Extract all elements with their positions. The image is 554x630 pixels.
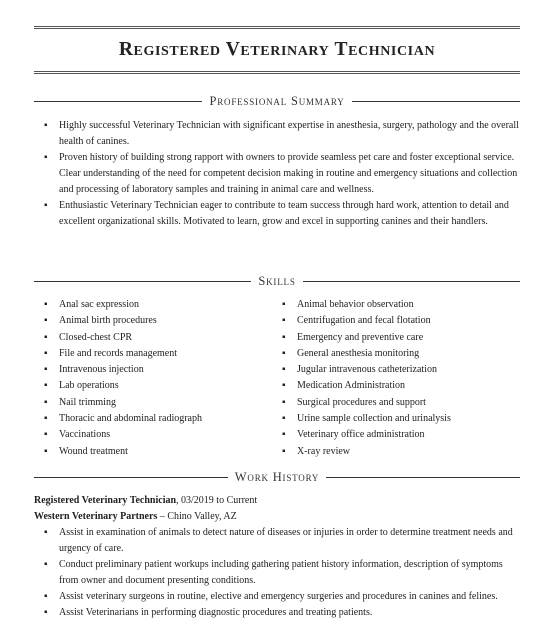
skill-item [34,378,274,394]
skill-item-text: Intravenous injection [59,364,144,376]
bullet-icon: ▪ [44,315,48,327]
skill-item [34,427,274,443]
bullet-icon: ▪ [44,413,48,425]
bullet-icon: ▪ [44,299,48,310]
duty-item [34,525,520,557]
divider [352,101,520,102]
skill-item-text: Thoracic and abdominal radiograph [59,413,202,425]
employer-row [34,509,520,525]
skill-item [272,395,520,411]
skill-item-text: Jugular intravenous catheterization [297,364,437,376]
bullet-icon: ▪ [44,429,48,441]
summary-item [34,118,520,150]
bullet-icon: ▪ [282,331,286,343]
bullet-icon: ▪ [44,347,48,359]
bullet-icon: ▪ [44,445,48,457]
summary-item-text: Proven history of building strong rapport with owners to provide seamless pet care and foster exceptional service. Clear understanding of the need for competent decision making in routine and emergency situations and collection and processing of laboratory samples and training in animal care and wellness. [59,152,518,195]
job-entry [34,493,520,621]
bullet-icon: ▪ [44,200,48,211]
skill-item [272,346,520,362]
skill-item-text: Emergency and preventive care [297,331,424,343]
skill-item-text: Nail trimming [59,396,116,408]
bullet-icon: ▪ [44,364,48,376]
skill-item [272,378,520,394]
summary-item [34,150,520,198]
job-dates: , 03/2019 to Current [176,495,258,506]
skill-item-text: File and records management [59,347,178,359]
summary-list [34,118,520,230]
skill-item [272,427,520,443]
skill-item-text: Closed-chest CPR [59,331,133,343]
bullet-icon: ▪ [44,559,48,570]
bullet-icon: ▪ [44,120,48,131]
duty-item [34,589,520,605]
bullet-icon: ▪ [282,364,286,376]
skill-item [272,444,520,460]
summary-item-text: Enthusiastic Veterinary Technician eager to contribute to team success through hard work, attention to detail and excellent organizational skills. Motivated to learn, grow and excel in supporting canines and their handlers. [59,200,509,227]
bullet-icon: ▪ [44,527,48,538]
skill-item-text: Surgical procedures and support [297,396,426,408]
resume-title: Registered Veterinary Technician [118,39,436,60]
duty-item [34,557,520,589]
bullet-icon: ▪ [282,396,286,408]
skill-item-text: Veterinary office administration [297,429,425,441]
bullet-icon: ▪ [282,445,286,457]
skill-item-text: Urine sample collection and urinalysis [297,413,451,425]
divider [303,281,520,282]
divider [34,101,202,102]
summary-item [34,198,520,230]
skill-item [34,411,274,427]
skill-item-text: Medication Administration [297,380,406,392]
duty-item-text: Conduct preliminary patient workups including gathering patient history information, description of symptoms from owner and document presenting conditions. [59,559,503,586]
divider [34,477,228,478]
bullet-icon: ▪ [44,331,48,343]
duty-item-text: Assist Veterinarians in performing diagnostic procedures and treating patients. [59,607,373,618]
bullet-icon: ▪ [282,380,286,392]
skill-item-text: General anesthesia monitoring [297,347,420,359]
skill-item [272,313,520,329]
skill-item-text: Anal sac expression [59,299,139,310]
section-title-summary: Professional Summary [209,93,345,108]
skill-item [272,411,520,427]
bullet-icon: ▪ [44,607,48,618]
bullet-icon: ▪ [282,347,286,359]
skill-item-text: Animal behavior observation [297,299,414,310]
skill-item [272,362,520,378]
skill-item [34,313,274,329]
bullet-icon: ▪ [44,380,48,392]
skill-item-text: Animal birth procedures [59,315,157,327]
job-title-row [34,493,520,509]
skill-item-text: Centrifugation and fecal flotation [297,315,431,327]
bullet-icon: ▪ [282,429,286,441]
divider [326,477,520,478]
skills-list-right [272,297,520,460]
duty-item [34,605,520,621]
bullet-icon: ▪ [44,396,48,408]
employer-location: – Chino Valley, AZ [157,511,237,522]
bullet-icon: ▪ [44,152,48,163]
job-title: Registered Veterinary Technician [34,495,177,506]
duty-item-text: Assist veterinary surgeons in routine, elective and emergency surgeries and procedures in canines and felines. [59,591,498,602]
bullet-icon: ▪ [282,315,286,327]
skill-item-text: Wound treatment [59,445,128,457]
skill-item-text: Lab operations [59,380,119,392]
section-header-work [34,469,520,485]
section-title-skills: Skills [258,273,296,288]
skill-item [272,297,520,313]
skill-item-text: X-ray review [297,445,351,457]
section-title-work: Work History [234,469,320,484]
bullet-icon: ▪ [282,299,286,310]
skill-item [34,444,274,460]
bullet-icon: ▪ [44,591,48,602]
skill-item-text: Vaccinations [59,429,111,441]
divider [34,281,251,282]
bullet-icon: ▪ [282,413,286,425]
skills-list-left [34,297,274,460]
skill-item [34,297,274,313]
skill-item [34,395,274,411]
skill-item [272,330,520,346]
job-duties-list [34,525,520,621]
section-header-summary [34,93,520,109]
summary-item-text: Highly successful Veterinary Technician with significant expertise in anesthesia, surgery, pathology and the overall health of canines. [59,120,519,147]
skill-item [34,346,274,362]
title-banner [34,26,520,74]
skill-item [34,362,274,378]
duty-item-text: Assist in examination of animals to detect nature of diseases or injuries in order to determine treatment needs and urgency of care. [59,527,513,554]
skill-item [34,330,274,346]
section-header-skills [34,273,520,289]
employer-name: Western Veterinary Partners [34,511,158,522]
